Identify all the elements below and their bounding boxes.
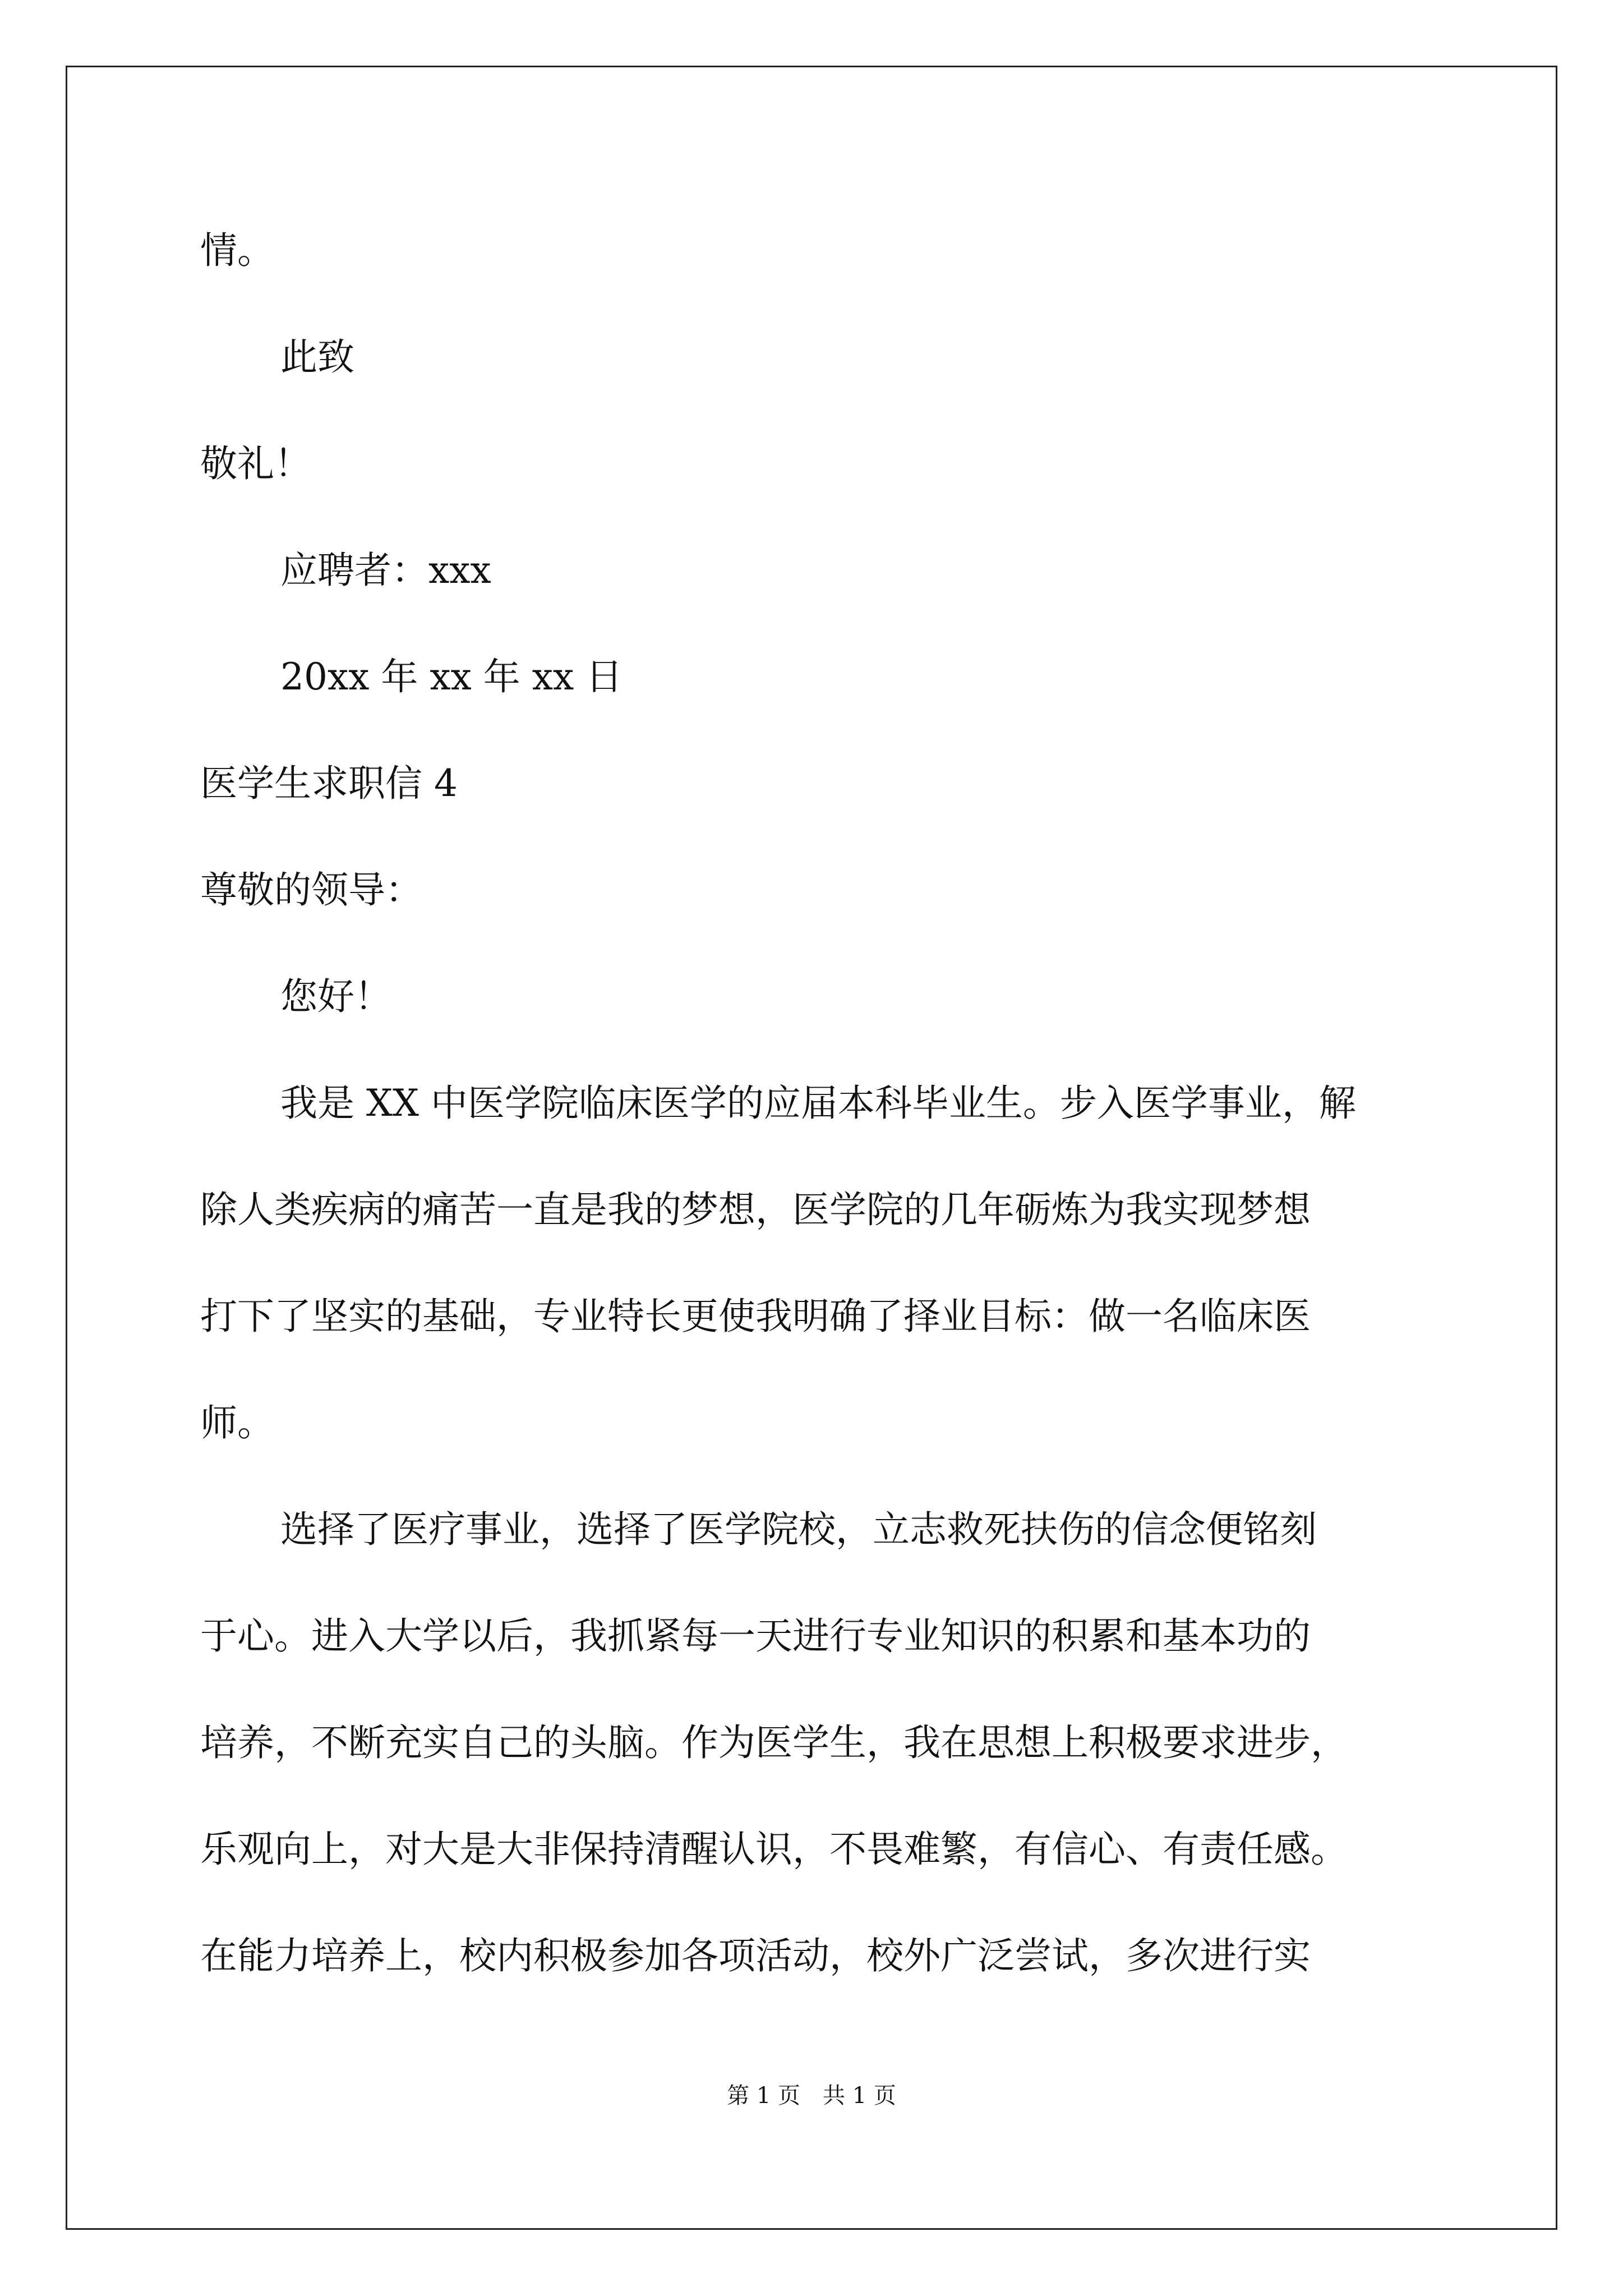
paragraph-line: 除人类疾病的痛苦一直是我的梦想，医学院的几年砺炼为我实现梦想 <box>200 1188 1311 1231</box>
text-line-applicant: 应聘者：xxx <box>280 549 491 592</box>
page-number-footer: 第 1 页 共 1 页 <box>727 2083 896 2109</box>
paragraph-line: 我是 XX 中医学院临床医学的应届本科毕业生。步入医学事业，解 <box>280 1082 1356 1125</box>
text-line-jingli: 敬礼！ <box>200 442 311 485</box>
paragraph-line: 培养，不断充实自己的头脑。作为医学生，我在思想上积极要求进步， <box>200 1721 1348 1764</box>
paragraph-line: 选择了医疗事业，选择了医学院校，立志救死扶伤的信念便铭刻 <box>280 1508 1317 1551</box>
text-line-date: 20xx 年 xx 年 xx 日 <box>280 655 623 698</box>
text-line-greeting-addressee: 尊敬的领导： <box>200 868 422 912</box>
text-line-closing-fragment: 情。 <box>200 229 274 272</box>
text-line-hello: 您好！ <box>280 975 391 1018</box>
paragraph-line: 师。 <box>200 1401 274 1444</box>
text-line-salutation-cizhi: 此致 <box>280 335 354 379</box>
paragraph-line: 于心。进入大学以后，我抓紧每一天进行专业知识的积累和基本功的 <box>200 1614 1311 1658</box>
paragraph-line: 乐观向上，对大是大非保持清醒认识，不畏难繁，有信心、有责任感。 <box>200 1828 1348 1871</box>
section-title: 医学生求职信 4 <box>200 762 458 805</box>
paragraph-line: 在能力培养上，校内积极参加各项活动，校外广泛尝试，多次进行实 <box>200 1934 1311 1977</box>
paragraph-line: 打下了坚实的基础，专业特长更使我明确了择业目标：做一名临床医 <box>200 1295 1311 1338</box>
page-border <box>66 66 1557 2230</box>
